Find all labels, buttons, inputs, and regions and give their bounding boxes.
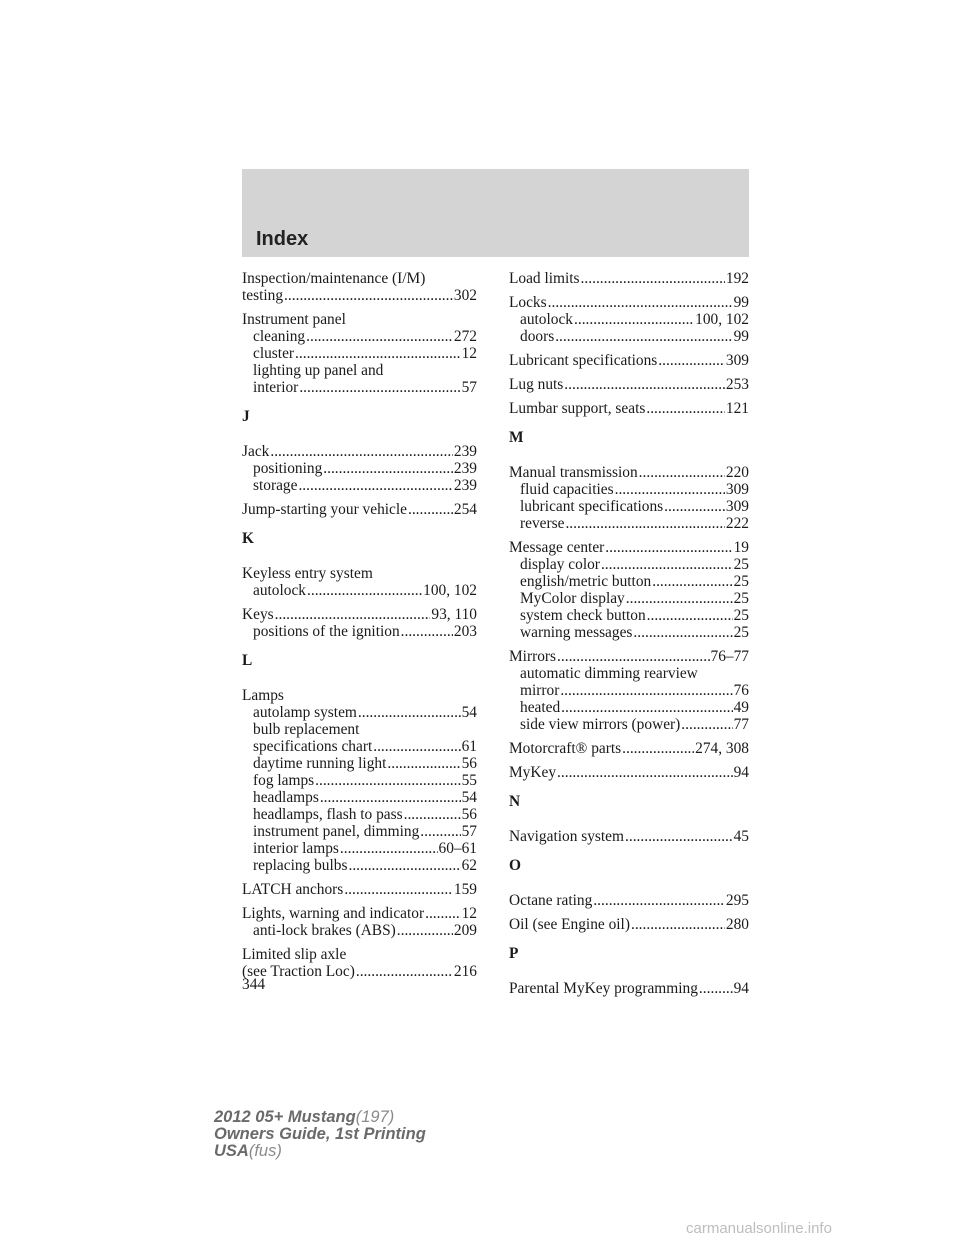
entry-term: lighting up panel and [253,362,384,379]
index-subentry [509,556,749,573]
index-subentry [242,460,477,477]
page-reference[interactable]: 222 [725,515,749,532]
entry-term: Octane rating [509,892,593,909]
dot-leader [601,556,733,573]
index-column-left [242,270,477,987]
index-entry-line [242,270,477,287]
index-subentry [242,328,477,345]
index-entry [242,687,477,874]
index-entry-line [509,892,749,909]
entry-term: Limited slip axle [242,946,347,963]
index-entry [242,905,477,939]
dot-leader [420,823,460,840]
page-reference[interactable]: 60–61 [438,840,477,857]
page-reference[interactable]: 159 [453,881,477,898]
entry-term: LATCH anchors [242,881,344,898]
footer-title-1: 2012 05+ Mustang [214,1108,356,1126]
index-entry-line [509,539,749,556]
dot-leader [615,481,725,498]
page-reference[interactable]: 100, 102 [423,582,477,599]
index-subentry [509,607,749,624]
index-entry [509,539,749,641]
dot-leader [401,623,453,640]
entry-term: testing [242,287,284,304]
page-reference[interactable]: 280 [725,916,749,933]
entry-term: Manual transmission [509,464,638,481]
footer-title-2: Owners Guide, 1st Printing [214,1125,426,1143]
entry-term: positions of the ignition [253,623,400,640]
entry-term: positioning [253,460,323,477]
index-entry-line [242,606,477,623]
dot-leader [373,738,460,755]
dot-leader [306,328,453,345]
index-subentry [509,590,749,607]
dot-leader [625,828,733,845]
page-reference[interactable]: 99 [733,328,749,345]
entry-term: Lights, warning and indicator [242,905,425,922]
dot-leader [404,806,461,823]
index-entry [509,740,749,757]
entry-term: headlamps, flash to pass [253,806,403,823]
dot-leader [631,916,725,933]
page-reference[interactable]: 302 [453,287,477,304]
entry-term: headlamps [253,789,319,806]
index-entry [509,270,749,287]
entry-term: side view mirrors (power) [520,716,681,733]
index-entry [509,892,749,909]
dot-leader [626,590,733,607]
dot-leader [315,772,460,789]
entry-term: (see Traction Loc) [242,963,355,980]
entry-term: Load limits [509,270,580,287]
index-entry-line [242,963,477,980]
dot-leader [323,460,453,477]
dot-leader [639,464,725,481]
index-entry-line [509,376,749,393]
dot-leader [307,582,422,599]
index-entry-line [242,687,477,704]
index-entry-line [509,740,749,757]
index-section-letter: K [242,530,254,547]
index-entry [509,294,749,345]
index-subentry [509,665,749,682]
index-subentry [242,477,477,494]
page-number: 344 [242,976,266,993]
index-subentry [509,328,749,345]
dot-leader [298,477,452,494]
dot-leader [605,539,732,556]
entry-term: Parental MyKey programming [509,980,698,997]
dot-leader [295,345,461,362]
index-subentry [509,481,749,498]
page-reference[interactable]: 209 [453,922,477,939]
dot-leader [647,607,733,624]
entry-term: daytime running light [253,755,387,772]
page-reference[interactable]: 272 [453,328,477,345]
page-reference[interactable]: 239 [453,443,477,460]
index-entry-line [242,905,477,922]
page-reference[interactable]: 76–77 [710,648,749,665]
index-subentry [242,738,477,755]
entry-term: Jack [242,443,270,460]
dot-leader [633,624,732,641]
dot-leader [574,311,694,328]
index-column-right [509,270,749,1004]
index-entry [509,828,749,845]
page-reference[interactable]: 220 [725,464,749,481]
dot-leader [658,352,725,369]
dot-leader [581,270,725,287]
dot-leader [560,682,732,699]
index-entry [509,916,749,933]
entry-term: Jump-starting your vehicle [242,501,407,518]
index-section-letter: O [509,857,521,874]
entry-term: Lubricant specifications [509,352,658,369]
index-subentry [509,573,749,590]
footer-title-3: USA [214,1142,249,1160]
page-reference[interactable]: 309 [725,481,749,498]
page-reference[interactable]: 49 [733,699,749,716]
entry-term: cluster [253,345,295,362]
index-section-letter: P [509,945,519,962]
dot-leader [564,376,725,393]
page-reference[interactable]: 25 [733,607,749,624]
index-entry [242,565,477,599]
index-subentry [242,704,477,721]
index-subentry [242,379,477,396]
dot-leader [284,287,453,304]
entry-term: autolock [520,311,573,328]
header-band [242,169,749,257]
page-reference[interactable]: 254 [453,501,477,518]
dot-leader [320,789,461,806]
dot-leader [664,498,725,515]
index-entry [242,946,477,980]
entry-term: heated [520,699,561,716]
entry-term: fluid capacities [520,481,614,498]
page-reference[interactable]: 62 [461,857,477,874]
index-entry [242,443,477,494]
dot-leader [358,704,461,721]
page-title: Index [256,228,309,250]
footer-code-3: (fus) [248,1142,282,1160]
page-reference[interactable]: 45 [733,828,749,845]
index-subentry [242,772,477,789]
index-subentry [509,311,749,328]
index-entry-line [509,400,749,417]
index-subentry [509,716,749,733]
index-entry [509,764,749,781]
page-reference[interactable]: 76 [733,682,749,699]
page-reference[interactable]: 203 [453,623,477,640]
print-footer [214,1109,426,1160]
index-subentry [242,623,477,640]
page-reference[interactable]: 295 [725,892,749,909]
index-entry-line [509,648,749,665]
entry-term: Lamps [242,687,284,704]
index-entry-line [509,352,749,369]
dot-leader [622,740,694,757]
entry-term: autolock [253,582,306,599]
entry-term: interior [253,379,299,396]
entry-term: bulb replacement [253,721,360,738]
entry-term: lubricant specifications [520,498,664,515]
index-subentry [242,721,477,738]
entry-term: Instrument panel [242,311,346,328]
index-section-letter: M [509,429,524,446]
page-reference[interactable]: 77 [733,716,749,733]
page-reference[interactable]: 25 [733,573,749,590]
entry-term: Locks [509,294,547,311]
dot-leader [299,379,460,396]
page-reference[interactable]: 192 [725,270,749,287]
entry-term: reverse [520,515,565,532]
dot-leader [344,881,453,898]
page-reference[interactable]: 239 [453,460,477,477]
entry-term: fog lamps [253,772,315,789]
index-subentry [509,682,749,699]
page-reference[interactable]: 19 [733,539,749,556]
page-reference[interactable]: 25 [733,590,749,607]
index-entry [242,311,477,396]
dot-leader [408,501,453,518]
entry-term: cleaning [253,328,306,345]
page-reference[interactable]: 61 [461,738,477,755]
index-entry-line [509,916,749,933]
page-reference[interactable]: 274, 308 [695,740,749,757]
index-subentry [509,498,749,515]
index-subentry [242,362,477,379]
index-subentry [509,699,749,716]
page-reference[interactable]: 121 [725,400,749,417]
dot-leader [387,755,460,772]
index-entry-line [242,311,477,328]
entry-term: Navigation system [509,828,624,845]
entry-term: Inspection/maintenance (I/M) [242,270,426,287]
dot-leader [356,963,453,980]
index-entry-line [509,980,749,997]
entry-term: Keyless entry system [242,565,373,582]
index-entry [242,881,477,898]
entry-term: replacing bulbs [253,857,348,874]
index-entry [509,352,749,369]
index-entry-line [509,294,749,311]
entry-term: Motorcraft® parts [509,740,622,757]
index-subentry [509,624,749,641]
page-reference[interactable]: 54 [461,704,477,721]
dot-leader [557,648,709,665]
entry-term: Lumbar support, seats [509,400,646,417]
index-entry [509,980,749,997]
index-subentry [242,922,477,939]
watermark: carmanualsonline.info [686,1220,832,1237]
index-section-letter: N [509,793,521,810]
entry-term: doors [520,328,555,345]
dot-leader [565,515,724,532]
entry-term: english/metric button [520,573,652,590]
dot-leader [699,980,733,997]
entry-term: MyKey [509,764,557,781]
index-entry-line [509,464,749,481]
page-reference[interactable]: 216 [453,963,477,980]
index-entry [509,400,749,417]
page-reference[interactable]: 309 [725,498,749,515]
entry-term: Oil (see Engine oil) [509,916,630,933]
index-subentry [242,806,477,823]
page-reference[interactable]: 309 [725,352,749,369]
index-section-letter: J [242,408,250,425]
index-entry-line [242,501,477,518]
page-reference[interactable]: 57 [461,379,477,396]
page-reference[interactable]: 99 [733,294,749,311]
index-subentry [242,857,477,874]
index-entry-line [242,565,477,582]
dot-leader [557,764,733,781]
index-entry-line [509,828,749,845]
page-reference[interactable]: 25 [733,624,749,641]
dot-leader [275,606,431,623]
index-subentry [242,345,477,362]
dot-leader [270,443,453,460]
entry-term: display color [520,556,600,573]
entry-term: mirror [520,682,560,699]
index-entry [509,648,749,733]
page-reference[interactable]: 94 [733,980,749,997]
dot-leader [548,294,733,311]
dot-leader [593,892,725,909]
index-entry [509,464,749,532]
index-entry [509,376,749,393]
page-reference[interactable]: 12 [461,345,477,362]
entry-term: autolamp system [253,704,357,721]
dot-leader [340,840,438,857]
page-reference[interactable]: 93, 110 [431,606,477,623]
index-entry-line [242,946,477,963]
page-reference[interactable]: 56 [461,806,477,823]
index-subentry [242,582,477,599]
page-reference[interactable]: 239 [453,477,477,494]
entry-term: instrument panel, dimming [253,823,420,840]
entry-term: Keys [242,606,274,623]
page-reference[interactable]: 94 [733,764,749,781]
dot-leader [555,328,732,345]
dot-leader [681,716,732,733]
dot-leader [397,922,453,939]
dot-leader [646,400,725,417]
index-entry [242,606,477,640]
entry-term: automatic dimming rearview [520,665,698,682]
index-entry [242,501,477,518]
index-subentry [509,515,749,532]
footer-code-1: (197) [355,1108,395,1126]
entry-term: specifications chart [253,738,373,755]
index-entry-line [242,443,477,460]
dot-leader [425,905,461,922]
dot-leader [561,699,732,716]
entry-term: MyColor display [520,590,625,607]
dot-leader [348,857,460,874]
entry-term: Mirrors [509,648,557,665]
entry-term: system check button [520,607,646,624]
entry-term: warning messages [520,624,633,641]
entry-term: Message center [509,539,605,556]
page-reference[interactable]: 55 [461,772,477,789]
index-subentry [242,823,477,840]
entry-term: anti-lock brakes (ABS) [253,922,396,939]
index-entry-line [242,881,477,898]
index-subentry [242,755,477,772]
entry-term: storage [253,477,298,494]
page-reference[interactable]: 56 [461,755,477,772]
index-subentry [242,789,477,806]
entry-term: interior lamps [253,840,339,857]
page-reference[interactable]: 25 [733,556,749,573]
page-reference[interactable]: 12 [461,905,477,922]
index-entry-line [242,287,477,304]
page-reference[interactable]: 253 [725,376,749,393]
index-entry-line [509,270,749,287]
page-reference[interactable]: 100, 102 [695,311,749,328]
page-reference[interactable]: 57 [461,823,477,840]
index-entry [242,270,477,304]
entry-term: Lug nuts [509,376,564,393]
index-section-letter: L [242,652,253,669]
index-entry-line [509,764,749,781]
index-subentry [242,840,477,857]
page-reference[interactable]: 54 [461,789,477,806]
dot-leader [652,573,732,590]
